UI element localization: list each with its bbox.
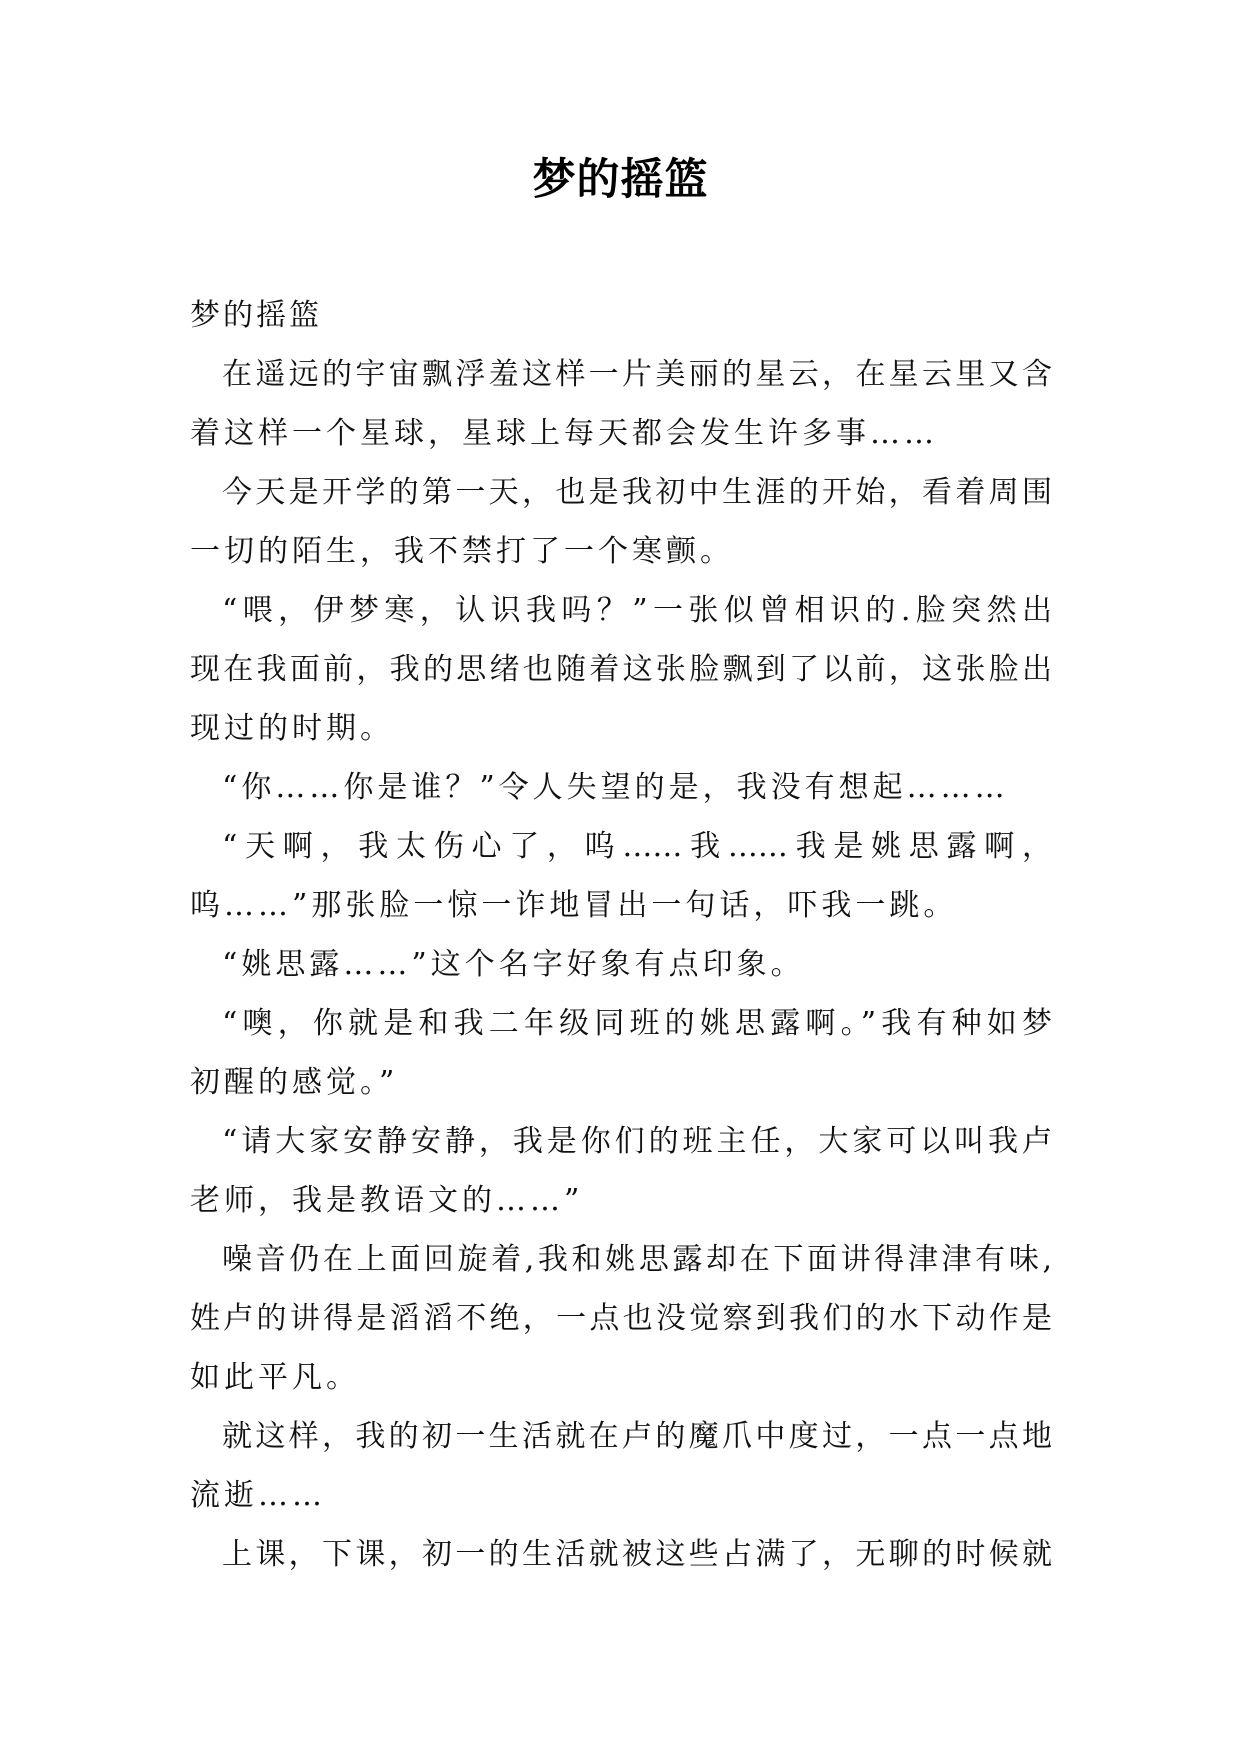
body-line: 噪音仍在上面回旋着,我和姚思露却在下面讲得津津有味,	[222, 1242, 1052, 1277]
body-subheading: 梦的摇篮	[190, 298, 322, 333]
body-line: 一切的陌生，我不禁打了一个寒颤。	[190, 534, 734, 569]
body-line: 在遥远的宇宙飘浮羞这样一片美丽的星云，在星云里又含	[222, 357, 1052, 392]
body-line: 呜……”那张脸一惊一诈地冒出一句话，吓我一跳。	[190, 888, 958, 923]
body-line: “喂，伊梦寒，认识我吗？”一张似曾相识的.脸突然出	[222, 593, 1052, 628]
body-line: “噢，你就是和我二年级同班的姚思露啊。”我有种如梦	[222, 1006, 1052, 1041]
body-line: 如此平凡。	[190, 1360, 360, 1395]
body-line: 就这样，我的初一生活就在卢的魔爪中度过，一点一点地	[222, 1419, 1052, 1454]
body-line: 老师，我是教语文的……”	[190, 1183, 584, 1218]
body-line: 现过的时期。	[190, 711, 394, 746]
body-line: 上课，下课，初一的生活就被这些占满了，无聊的时候就	[222, 1537, 1052, 1572]
body-line: “姚思露……”这个名字好象有点印象。	[222, 947, 805, 982]
body-line: “请大家安静安静，我是你们的班主任，大家可以叫我卢	[222, 1124, 1052, 1159]
body-line: “你……你是谁？”令人失望的是，我没有想起………	[222, 770, 1009, 805]
body-line: 流逝……	[190, 1478, 326, 1513]
body-line: “天啊，我太伤心了，呜……我……我是姚思露啊，	[222, 829, 1052, 864]
body-line: 着这样一个星球，星球上每天都会发生许多事……	[190, 416, 938, 451]
body-line: 现在我面前，我的思绪也随着这张脸飘到了以前，这张脸出	[190, 652, 1052, 687]
document-body	[190, 286, 1052, 1584]
body-line: 姓卢的讲得是滔滔不绝，一点也没觉察到我们的水下动作是	[190, 1301, 1052, 1336]
body-line: 今天是开学的第一天，也是我初中生涯的开始，看着周围	[222, 475, 1052, 510]
document-title: 梦的摇篮	[532, 155, 709, 205]
body-line: 初醒的感觉。”	[190, 1065, 399, 1100]
